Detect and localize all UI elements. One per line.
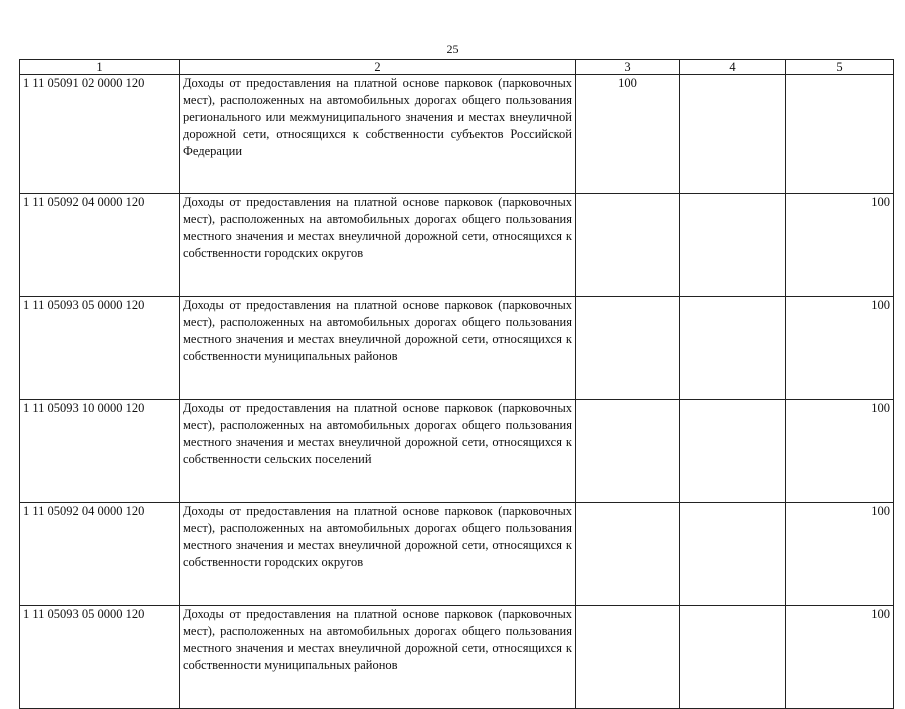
page-number: 25 [446, 42, 459, 56]
value-col-5: 100 [786, 503, 894, 606]
value-col-4 [680, 503, 786, 606]
value-col-3: 100 [576, 75, 680, 194]
value-col-3 [576, 297, 680, 400]
value-col-3 [576, 606, 680, 709]
header-col-5: 5 [786, 60, 894, 75]
revenue-code: 1 11 05091 02 0000 120 [20, 75, 180, 194]
value-col-4 [680, 606, 786, 709]
value-col-4 [680, 75, 786, 194]
revenue-description: Доходы от предоставления на платной основе парковок (парковочных мест), расположенных на автомобильных дорогах общего пользования местного значения и местах внеуличной дорожной сети, относящихся к собственности городских округов [180, 503, 576, 606]
header-col-4: 4 [680, 60, 786, 75]
value-col-5: 100 [786, 400, 894, 503]
value-col-3 [576, 400, 680, 503]
header-row [20, 60, 894, 75]
header-col-1: 1 [20, 60, 180, 75]
revenue-description: Доходы от предоставления на платной основе парковок (парковочных мест), расположенных на автомобильных дорогах общего пользования регионального или межмуниципального значения и местах внеуличной дорожной сети, относящихся к собственности субъектов Российской Федерации [180, 75, 576, 194]
value-col-3 [576, 194, 680, 297]
table-row [20, 75, 894, 194]
table-row [20, 194, 894, 297]
value-col-3 [576, 503, 680, 606]
revenue-description: Доходы от предоставления на платной основе парковок (парковочных мест), расположенных на автомобильных дорогах общего пользования местного значения и местах внеуличной дорожной сети, относящихся к собственности муниципальных районов [180, 606, 576, 709]
value-col-5: 100 [786, 606, 894, 709]
revenue-description: Доходы от предоставления на платной основе парковок (парковочных мест), расположенных на автомобильных дорогах общего пользования местного значения и местах внеуличной дорожной сети, относящихся к собственности городских округов [180, 194, 576, 297]
revenue-description: Доходы от предоставления на платной основе парковок (парковочных мест), расположенных на автомобильных дорогах общего пользования местного значения и местах внеуличной дорожной сети, относящихся к собственности сельских поселений [180, 400, 576, 503]
value-col-4 [680, 400, 786, 503]
revenue-table [19, 59, 894, 709]
table-row [20, 297, 894, 400]
revenue-code: 1 11 05093 10 0000 120 [20, 400, 180, 503]
revenue-code: 1 11 05092 04 0000 120 [20, 194, 180, 297]
table-row [20, 606, 894, 709]
value-col-5: 100 [786, 297, 894, 400]
header-col-2: 2 [180, 60, 576, 75]
value-col-4 [680, 194, 786, 297]
revenue-description: Доходы от предоставления на платной основе парковок (парковочных мест), расположенных на автомобильных дорогах общего пользования местного значения и местах внеуличной дорожной сети, относящихся к собственности муниципальных районов [180, 297, 576, 400]
value-col-5 [786, 75, 894, 194]
revenue-code: 1 11 05093 05 0000 120 [20, 606, 180, 709]
header-col-3: 3 [576, 60, 680, 75]
table-row [20, 503, 894, 606]
value-col-5: 100 [786, 194, 894, 297]
table-row [20, 400, 894, 503]
value-col-4 [680, 297, 786, 400]
revenue-code: 1 11 05092 04 0000 120 [20, 503, 180, 606]
revenue-code: 1 11 05093 05 0000 120 [20, 297, 180, 400]
